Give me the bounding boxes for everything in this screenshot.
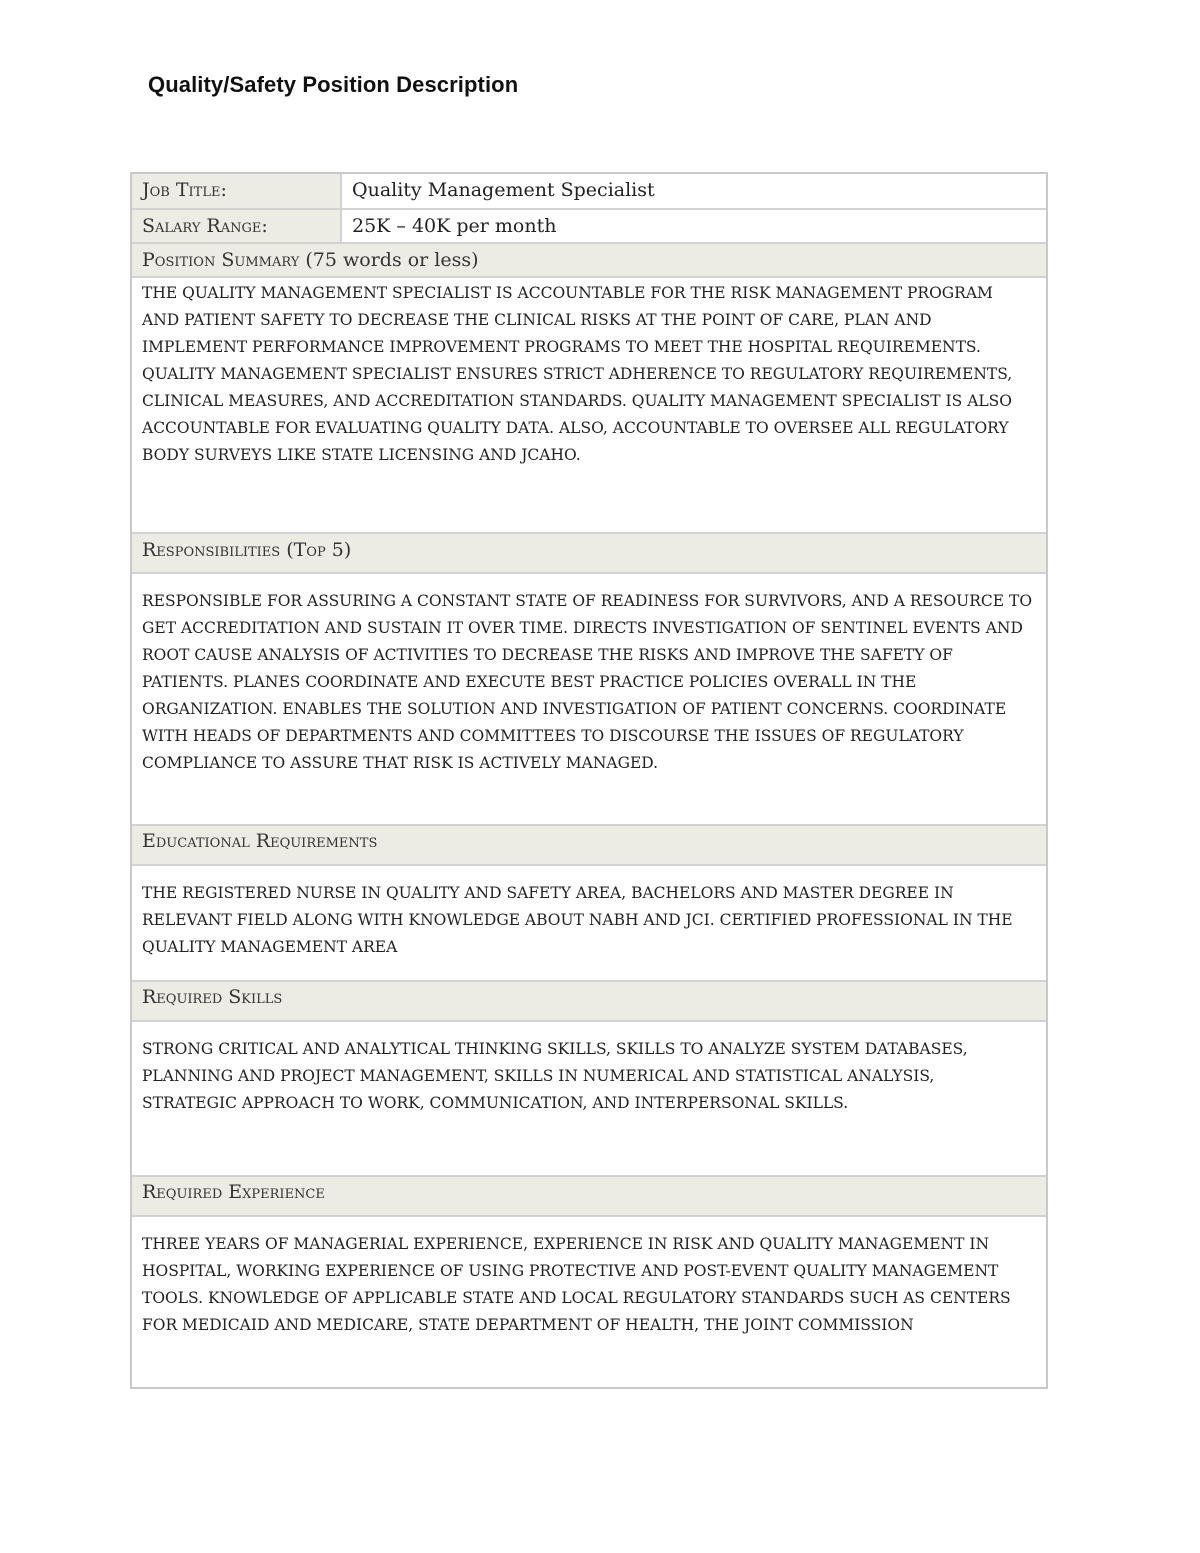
position-description-table [130, 172, 1048, 1389]
required-experience-text: THREE YEARS OF MANAGERIAL EXPERIENCE, EXPERIENCE IN RISK AND QUALITY MANAGEMENT IN HOSPITAL, WORKING EXPERIENCE OF USING PROTECTIVE AND POST-EVENT QUALITY MANAGEMENT TOOLS. KNOWLEDGE OF APPLICABLE STATE AND LOCAL REGULATORY STANDARDS SUCH AS CENTERS FOR MEDICAID AND MEDICARE, STATE DEPARTMENT OF HEALTH, THE JOINT COMMISSION [132, 1215, 1046, 1387]
required-skills-text: STRONG CRITICAL AND ANALYTICAL THINKING SKILLS, SKILLS TO ANALYZE SYSTEM DATABASES, PLANNING AND PROJECT MANAGEMENT, SKILLS IN NUMERICAL AND STATISTICAL ANALYSIS, STRATEGIC APPROACH TO WORK, COMMUNICATION, AND INTERPERSONAL SKILLS. [132, 1020, 1046, 1175]
responsibilities-heading: Responsibilities (Top 5) [132, 532, 1046, 572]
job-title-row [132, 174, 1046, 208]
salary-range-value: 25K – 40K per month [352, 215, 557, 237]
job-title-value: Quality Management Specialist [352, 179, 655, 201]
responsibilities-text: RESPONSIBLE FOR ASSURING A CONSTANT STATE OF READINESS FOR SURVIVORS, AND A RESOURCE TO GET ACCREDITATION AND SUSTAIN IT OVER TIME. DIRECTS INVESTIGATION OF SENTINEL EVENTS AND ROOT CAUSE ANALYSIS OF ACTIVITIES TO DECREASE THE RISKS AND IMPROVE THE SAFETY OF PATIENTS. PLANES COORDINATE AND EXECUTE BEST PRACTICE POLICIES OVERALL IN THE ORGANIZATION. ENABLES THE SOLUTION AND INVESTIGATION OF PATIENT CONCERNS. COORDINATE WITH HEADS OF DEPARTMENTS AND COMMITTEES TO DISCOURSE THE ISSUES OF REGULATORY COMPLIANCE TO ASSURE THAT RISK IS ACTIVELY MANAGED. [132, 572, 1046, 824]
required-skills-heading: Required Skills [132, 980, 1046, 1020]
position-summary-heading-text: Position Summary [142, 249, 300, 271]
educational-requirements-heading: Educational Requirements [132, 824, 1046, 864]
position-summary-heading [132, 242, 1046, 276]
required-experience-heading: Required Experience [132, 1175, 1046, 1215]
page-title: Quality/Safety Position Description [148, 72, 519, 97]
salary-range-label: Salary Range: [132, 210, 342, 242]
position-summary-heading-note: (75 words or less) [305, 249, 479, 271]
educational-requirements-text: THE REGISTERED NURSE IN QUALITY AND SAFETY AREA, BACHELORS AND MASTER DEGREE IN RELEVANT FIELD ALONG WITH KNOWLEDGE ABOUT NABH AND JCI. CERTIFIED PROFESSIONAL IN THE QUALITY MANAGEMENT AREA [132, 864, 1046, 980]
salary-range-row [132, 208, 1046, 242]
job-title-label: Job Title: [132, 174, 342, 208]
position-summary-text: THE QUALITY MANAGEMENT SPECIALIST IS ACCOUNTABLE FOR THE RISK MANAGEMENT PROGRAM AND PATIENT SAFETY TO DECREASE THE CLINICAL RISKS AT THE POINT OF CARE, PLAN AND IMPLEMENT PERFORMANCE IMPROVEMENT PROGRAMS TO MEET THE HOSPITAL REQUIREMENTS. QUALITY MANAGEMENT SPECIALIST ENSURES STRICT ADHERENCE TO REGULATORY REQUIREMENTS, CLINICAL MEASURES, AND ACCREDITATION STANDARDS. QUALITY MANAGEMENT SPECIALIST IS ALSO ACCOUNTABLE FOR EVALUATING QUALITY DATA. ALSO, ACCOUNTABLE TO OVERSEE ALL REGULATORY BODY SURVEYS LIKE STATE LICENSING AND JCAHO. [132, 276, 1046, 532]
